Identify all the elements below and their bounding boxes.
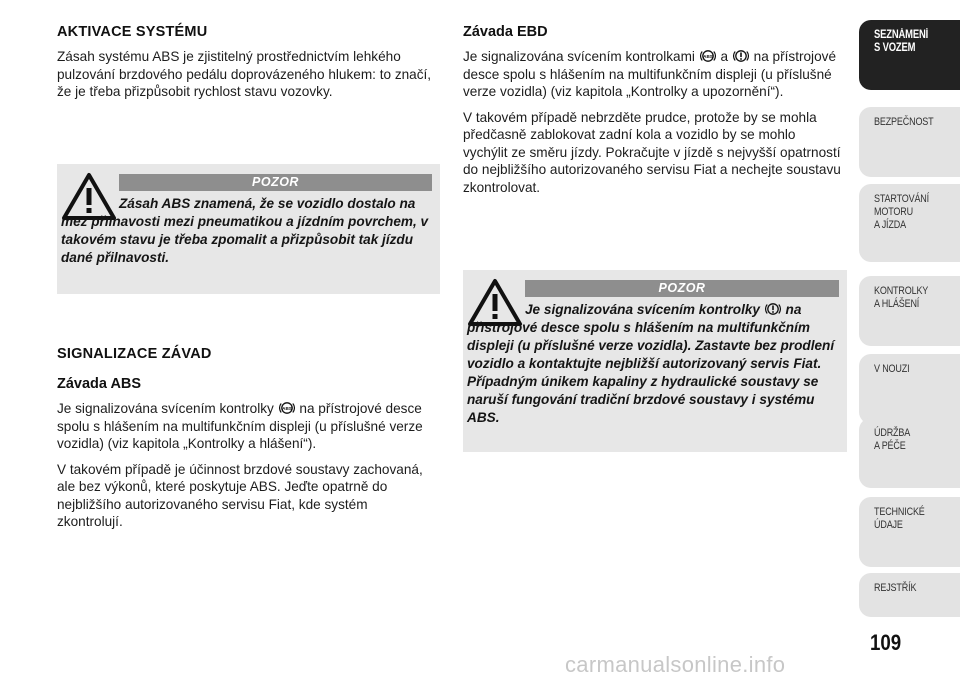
tab-label: TECHNICKÉ ÚDAJE (874, 506, 925, 531)
watermark: carmanualsonline.info (565, 652, 786, 677)
subheading-zavada-ebd: Závada EBD (463, 24, 548, 40)
brake-warning-light-icon (765, 301, 781, 317)
warning-text (467, 301, 839, 427)
chapter-sidebar (859, 20, 960, 620)
tab-bezpecnost[interactable] (859, 107, 960, 177)
abs-warning-light-icon (279, 400, 295, 416)
zavada-abs-paragraph-1 (57, 400, 437, 453)
left-column (57, 24, 437, 109)
tab-kontrolky-a-hlaseni[interactable] (859, 276, 960, 346)
tab-v-nouzi[interactable] (859, 354, 960, 424)
subheading-zavada-abs: Závada ABS (57, 376, 142, 392)
warning-text-part: Je signalizována svícením kontrolky (525, 302, 760, 317)
svg-text:ABS: ABS (281, 406, 292, 411)
zavada-ebd-paragraph-2: V takovém případě nebrzděte prudce, protože by se mohla předčasně zablokovat zadní kola a vozidlo by se mohlo vychýlit ze směru jízdy. Pokračujte v jízdě s nejvyšší opatrností do nejbližšího autorizovaného servisu Fiat a nechejte soustavu zkontrolovat. (463, 109, 841, 195)
svg-text:ABS: ABS (702, 54, 713, 59)
tab-label: KONTROLKY A HLÁŠENÍ (874, 285, 929, 310)
tab-startovani-motoru[interactable] (859, 184, 960, 262)
para-text: Je signalizována svícením kontrolkami (463, 49, 695, 64)
right-column (463, 24, 843, 204)
zavada-abs-paragraph-2: V takovém případě je účinnost brzdové soustavy zachovaná, ale bez výkonů, které poskytuje ABS. Jeďte opatrně do nejbližšího autorizovaného servisu Fiat, kde systém zkontrolují. (57, 461, 423, 529)
tab-label: SEZNÁMENÍ S VOZEM (874, 29, 929, 54)
tab-label: REJSTŘÍK (874, 582, 917, 594)
tab-label: ÚDRŽBA A PÉČE (874, 427, 911, 452)
section-signalizace (57, 346, 437, 539)
tab-udrzba-a-pece[interactable] (859, 418, 960, 488)
warning-text-part: na přístrojové desce spolu s hlášením na multifunkčním displeji (u příslušné verze vozidla). Zastavte bez prodlení vozidlo a kontaktujte nejbližší autorizovaný servis Fiat. Případným únikem kapaliny z hydraulické soustavy se naruší fungování tradiční brzdové soustavy i systému ABS. (467, 302, 835, 425)
page-number: 109 (870, 630, 902, 655)
warning-label: POZOR (525, 280, 839, 297)
tab-label: BEZPEČNOST (874, 116, 934, 128)
warning-label: POZOR (119, 174, 432, 191)
para-text: Je signalizována svícením kontrolky (57, 401, 274, 416)
tab-technicke-udaje[interactable] (859, 497, 960, 567)
brake-warning-light-icon (733, 48, 749, 64)
tab-rejstrik[interactable] (859, 573, 960, 617)
para-text: na přístrojové desce spolu s hlášením na multifunkčním displeji (u příslušné verze vozidla) (viz kapitola „Kontrolky a hlášení“). (57, 401, 423, 451)
warning-box-ebd (463, 270, 847, 452)
zavada-ebd-paragraph-1 (463, 48, 843, 101)
heading-aktivace: AKTIVACE SYSTÉMU (57, 24, 208, 40)
warning-text: Zásah ABS znamená, že se vozidlo dostalo na mez přilnavosti mezi pneumatikou a jízdním povrchem, v takovém stavu je třeba zpomalit a přizpůsobit tak jízdu dané přilnavosti. (61, 196, 429, 265)
tab-label: V NOUZI (874, 363, 910, 375)
para-text: na přístrojové desce spolu s hlášením na multifunkčním displeji (u příslušné verze vozidla) (viz kapitola „Kontrolky a upozornění“). (463, 49, 836, 99)
tab-seznameni-s-vozem[interactable] (859, 20, 960, 90)
tab-label: STARTOVÁNÍ MOTORU A JÍZDA (874, 193, 930, 231)
warning-box-abs (57, 164, 440, 294)
aktivace-paragraph: Zásah systému ABS je zjistitelný prostřednictvím lehkého pulzování brzdového pedálu doprovázeného hlukem: to značí, že je třeba přizpůsobit rychlost stavu vozovky. (57, 49, 432, 99)
heading-signalizace: SIGNALIZACE ZÁVAD (57, 346, 212, 362)
para-text: a (720, 49, 729, 64)
abs-warning-light-icon (700, 48, 716, 64)
